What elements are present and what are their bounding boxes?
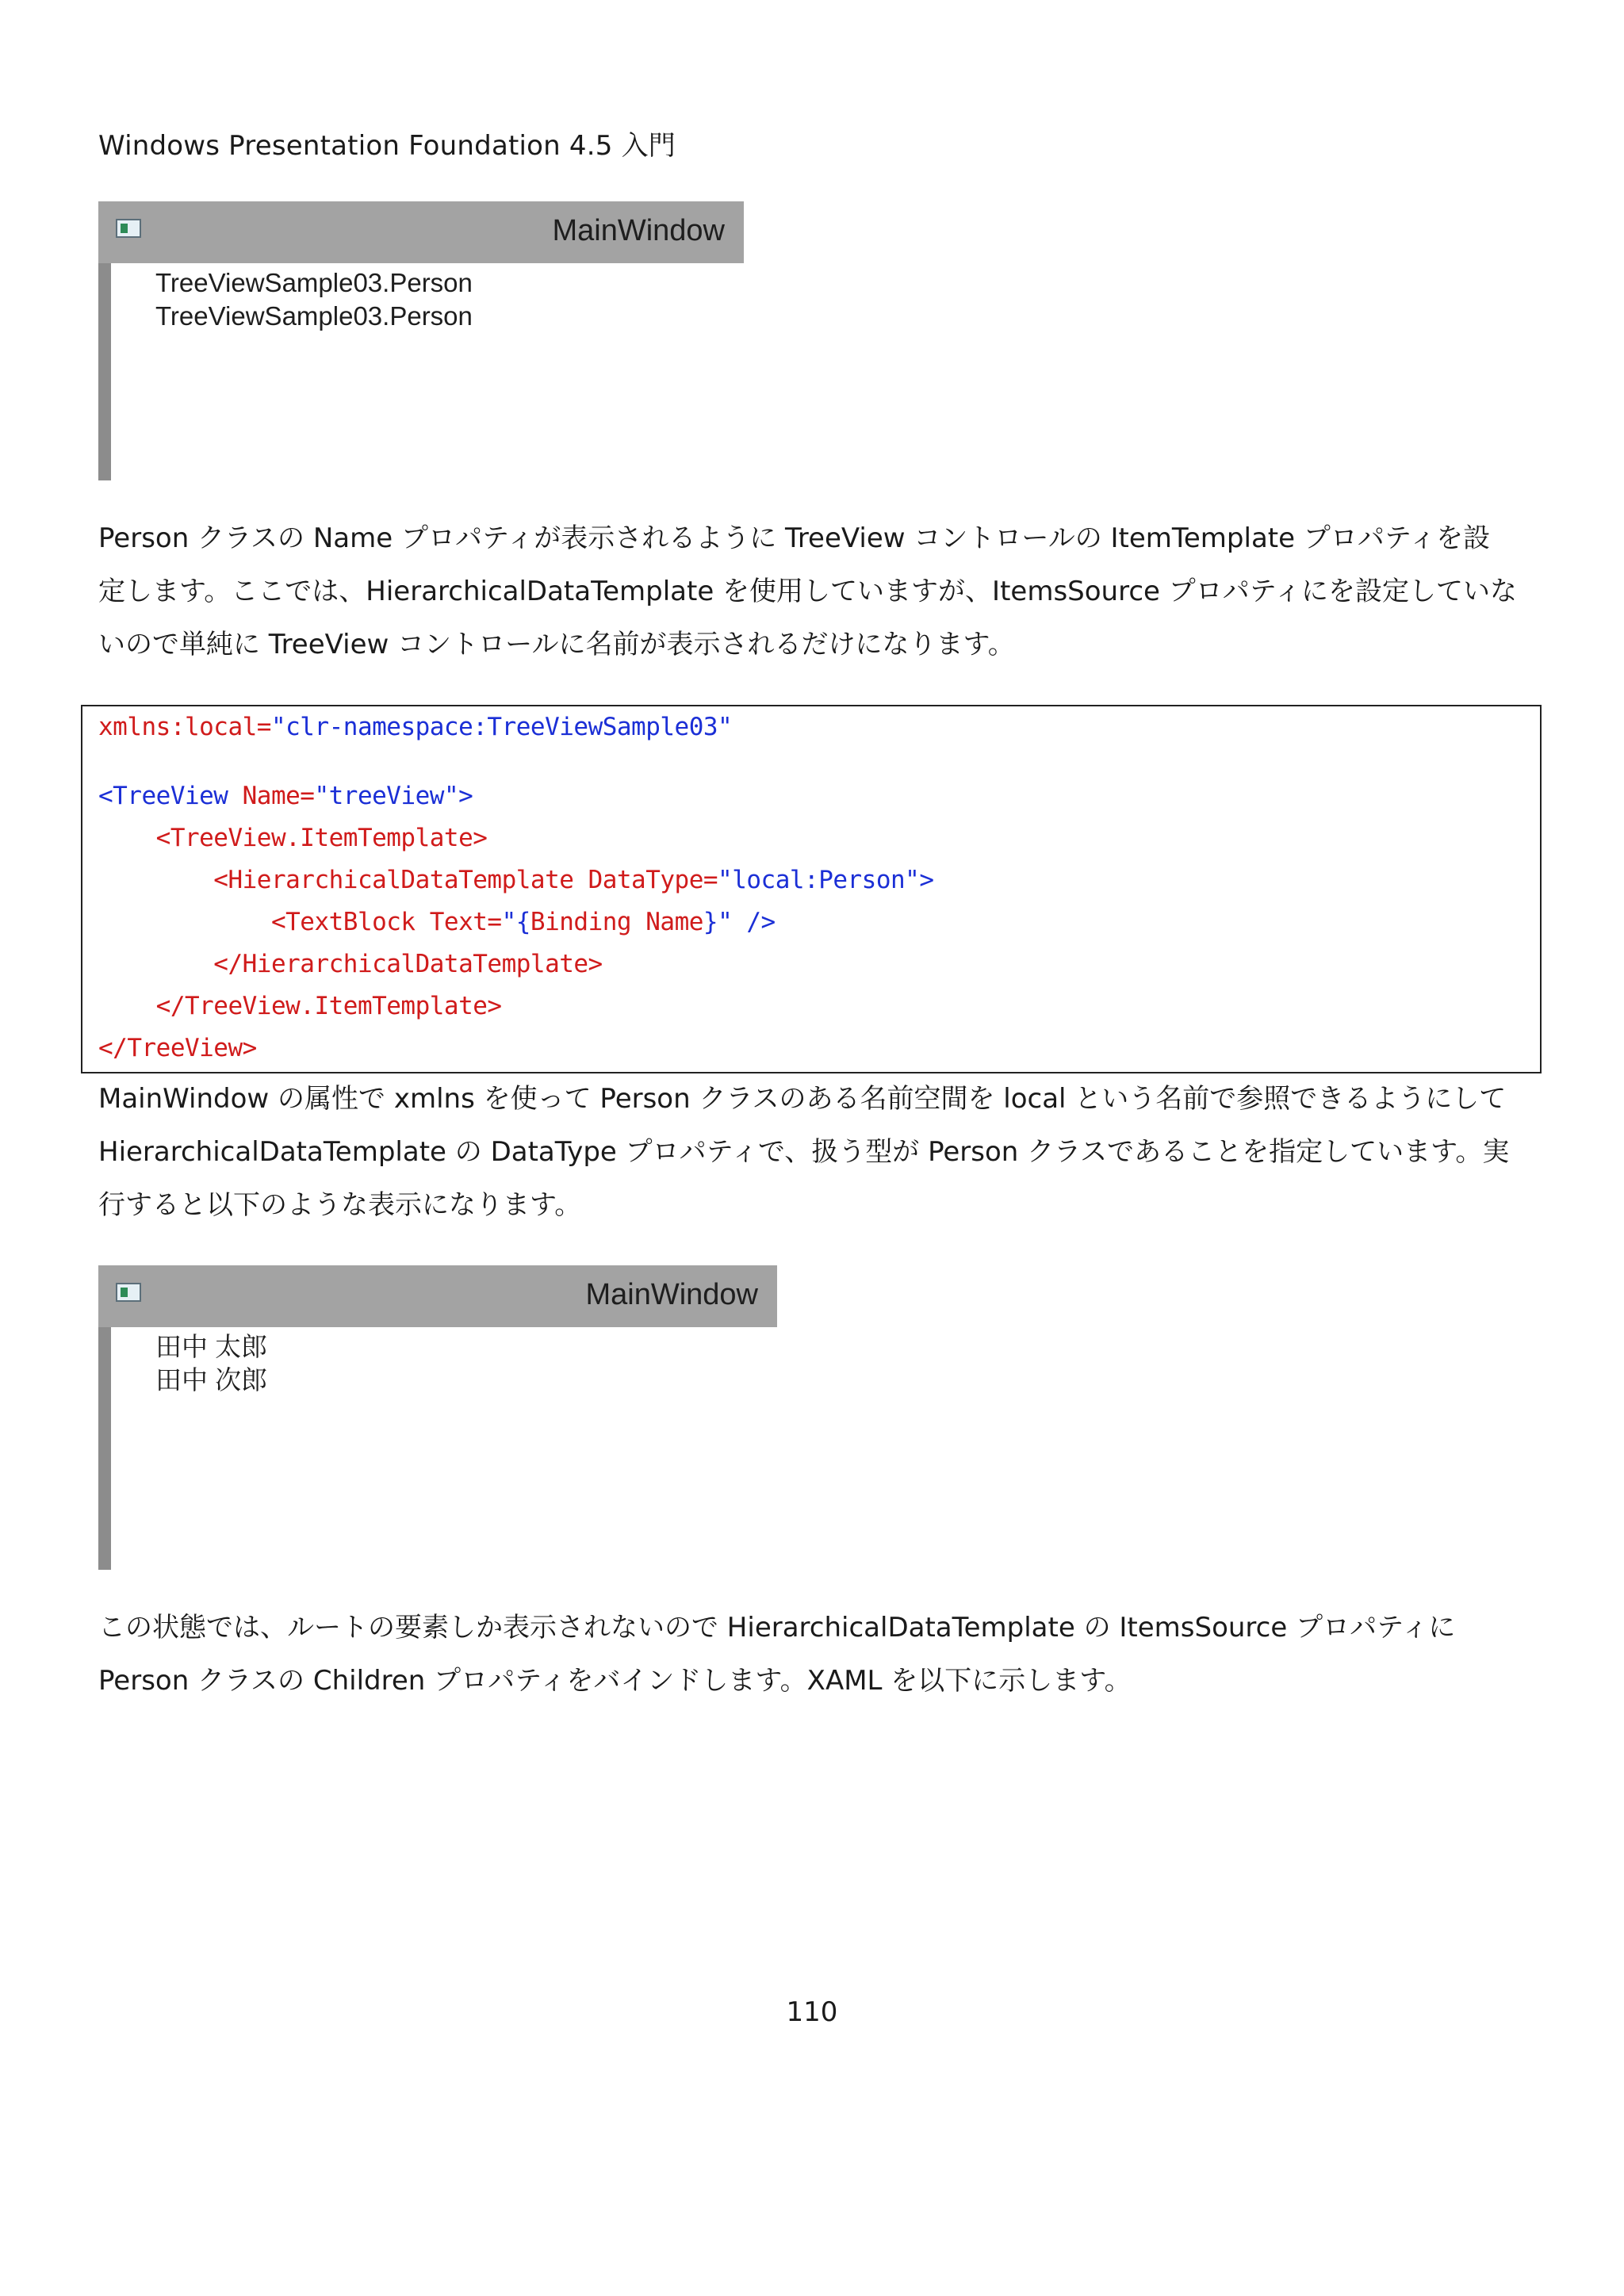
code-line-3: [98, 824, 487, 852]
code-token: "local:Person": [718, 866, 920, 894]
app-window-icon: [116, 219, 141, 238]
tree-view: [155, 266, 473, 333]
paragraph-line: Person クラスの Name プロパティが表示されるように TreeView コントロールの ItemTemplate プロパティを設: [98, 522, 1491, 554]
code-token: <TreeView.ItemTemplate>: [98, 824, 488, 852]
paragraph-line: HierarchicalDataTemplate の DataType プロパティで、扱う型が Person クラスであることを指定しています。実: [98, 1136, 1510, 1168]
code-token: Binding: [530, 908, 632, 936]
paragraph-2: [98, 1073, 1549, 1232]
window-screenshot-1: [98, 201, 744, 480]
code-token: Text=: [415, 908, 502, 936]
paragraph-3: [98, 1601, 1549, 1708]
code-token: DataType=: [573, 866, 718, 894]
code-token: xmlns:local=: [98, 713, 271, 741]
code-line-8: [98, 1034, 257, 1062]
code-line-1: [98, 713, 732, 741]
paragraph-line: 行すると以下のような表示になります。: [98, 1189, 582, 1221]
code-token: >: [919, 866, 934, 894]
code-token: Name=: [228, 782, 315, 810]
paragraph-line: この状態では、ルートの要素しか表示されないので HierarchicalDataTemplate の ItemsSource プロパティに: [98, 1612, 1456, 1644]
code-line-2: [98, 782, 473, 810]
code-line-7: [98, 992, 502, 1020]
paragraph-line: いので単純に TreeView コントロールに名前が表示されるだけになります。: [98, 629, 1015, 660]
code-token: <TextBlock: [98, 908, 416, 936]
window-left-border: [98, 1327, 111, 1570]
paragraph-1: [98, 512, 1549, 672]
page-header: Windows Presentation Foundation 4.5 入門: [98, 130, 676, 162]
code-token: "treeView": [314, 782, 459, 810]
page-number: 110: [786, 1996, 838, 2028]
code-token: <TreeView: [98, 782, 228, 810]
paragraph-line: MainWindow の属性で xmlns を使って Person クラスのある名前空間を local という名前で参照できるようにして: [98, 1083, 1507, 1115]
window-titlebar: [98, 201, 744, 263]
code-token: }": [703, 908, 733, 936]
code-token: "clr-namespace:TreeViewSample03": [270, 713, 733, 741]
window-screenshot-2: [98, 1265, 777, 1570]
app-window-icon: [116, 1283, 141, 1302]
code-token: "{: [501, 908, 530, 936]
window-title: MainWindow: [552, 214, 725, 247]
code-token: </TreeView>: [98, 1034, 257, 1062]
paragraph-line: 定します。ここでは、HierarchicalDataTemplate を使用していますが、ItemsSource プロパティにを設定していな: [98, 576, 1518, 607]
tree-item[interactable]: TreeViewSample03.Person: [155, 268, 473, 297]
paragraph-line: Person クラスの Children プロパティをバインドします。XAML を以下に示します。: [98, 1665, 1132, 1697]
code-token: <HierarchicalDataTemplate: [98, 866, 574, 894]
window-titlebar: [98, 1265, 777, 1327]
code-token: >: [458, 782, 473, 810]
code-line-6: [98, 950, 603, 978]
window-left-border: [98, 263, 111, 480]
code-token: Name: [631, 908, 703, 936]
code-token: />: [732, 908, 776, 936]
tree-item[interactable]: TreeViewSample03.Person: [155, 301, 473, 331]
code-token: </TreeView.ItemTemplate>: [98, 992, 502, 1020]
tree-view: [155, 1330, 267, 1397]
window-title: MainWindow: [585, 1278, 758, 1311]
code-block: [81, 705, 1542, 1073]
code-line-4: [98, 866, 934, 894]
code-line-5: [98, 908, 776, 936]
tree-item[interactable]: 田中 次郎: [155, 1365, 268, 1395]
tree-item[interactable]: 田中 太郎: [155, 1332, 268, 1361]
code-token: </HierarchicalDataTemplate>: [98, 950, 603, 978]
